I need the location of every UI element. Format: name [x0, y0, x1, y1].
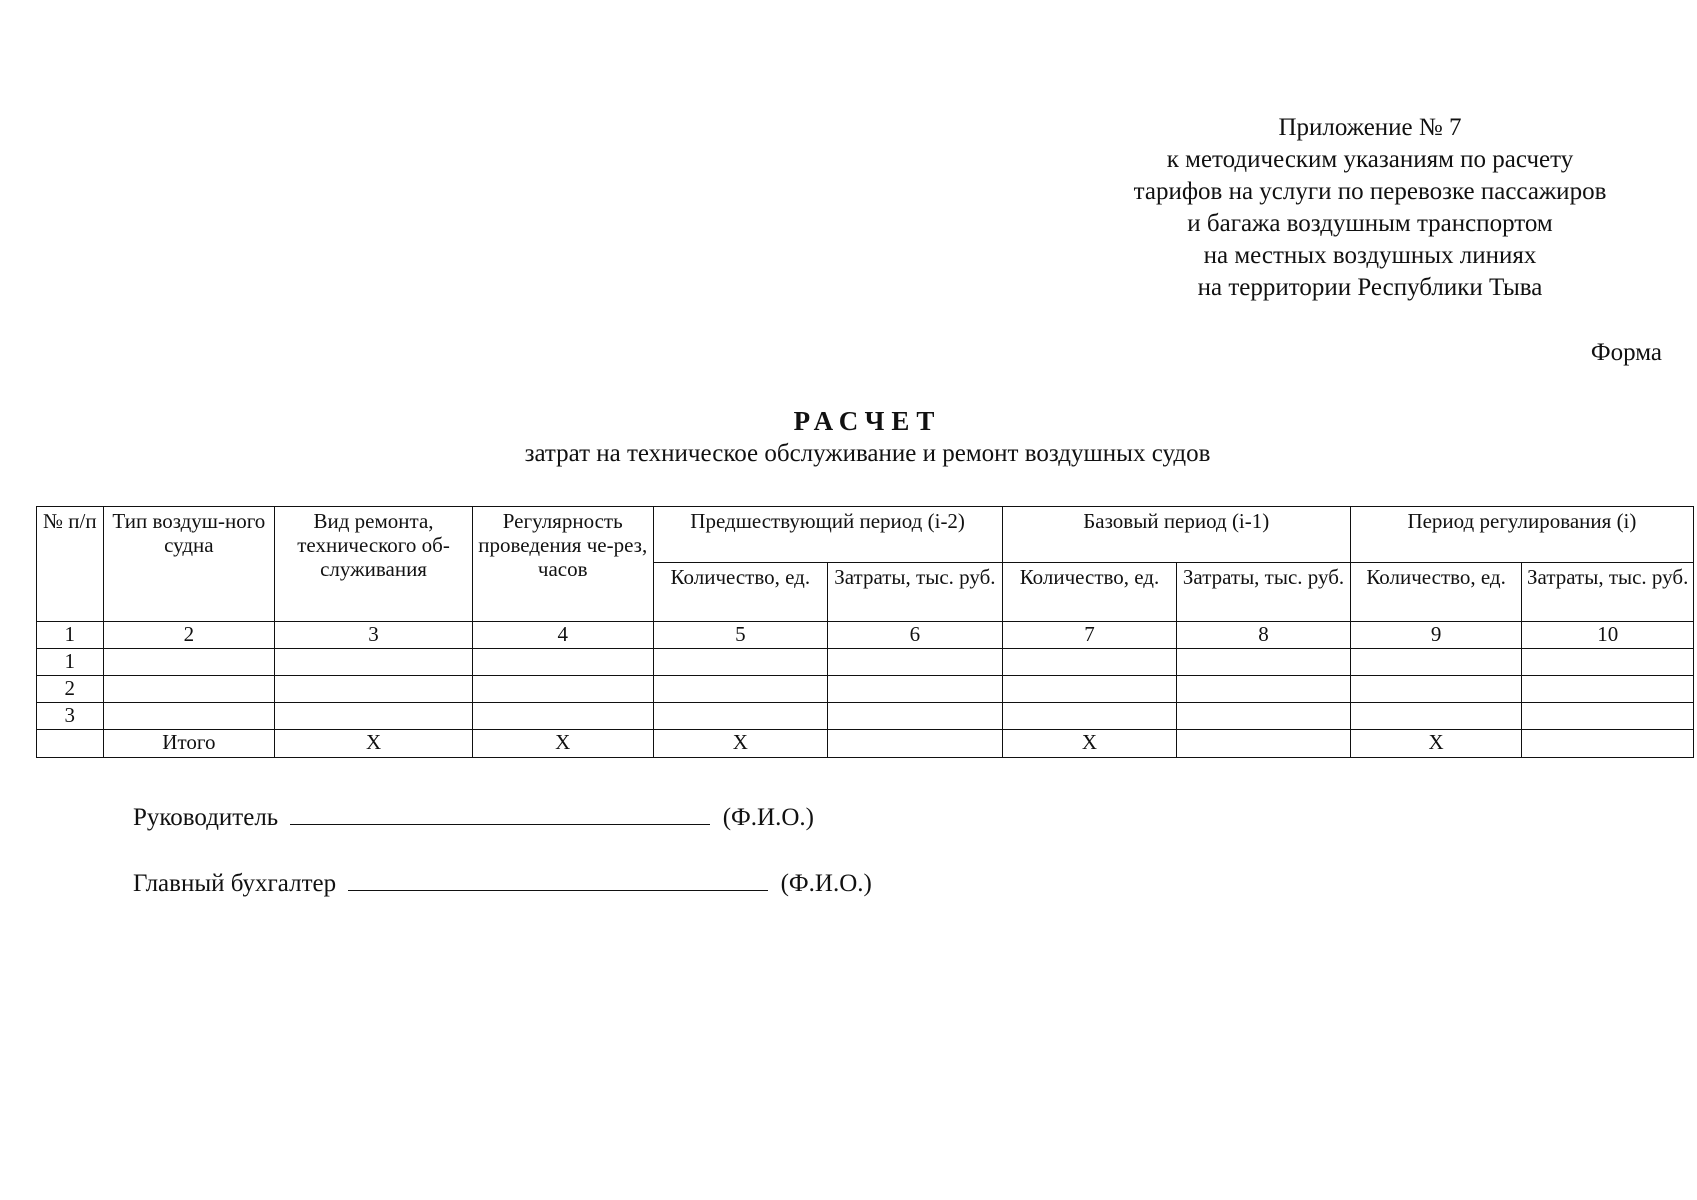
table-cell [653, 676, 828, 703]
table-cell [653, 703, 828, 730]
header-cost: Затраты, тыс. руб. [828, 563, 1003, 622]
table-cell [472, 703, 653, 730]
table-cell [1522, 649, 1694, 676]
header-prev-period: Предшествующий период (i-2) [653, 507, 1002, 563]
header-qty: Количество, ед. [1350, 563, 1522, 622]
header-repair-type: Вид ремонта, технического об-служивания [275, 507, 473, 622]
column-number: 10 [1522, 622, 1694, 649]
header-cost: Затраты, тыс. руб. [1177, 563, 1351, 622]
table-cell [1177, 649, 1351, 676]
appendix-line: к методическим указаниям по расчету [1166, 146, 1574, 173]
document-subtitle: затрат на техническое обслуживание и ремонт воздушных судов [524, 440, 1211, 467]
table-cell [828, 703, 1003, 730]
appendix-block [1100, 112, 1640, 304]
column-number: 6 [828, 622, 1003, 649]
appendix-line: Приложение № 7 [1278, 114, 1462, 141]
column-number: 2 [103, 622, 275, 649]
column-number: 7 [1002, 622, 1177, 649]
document-title: РАСЧЕТ [793, 406, 942, 436]
cost-table [36, 506, 1694, 758]
table-cell: X [1002, 730, 1177, 758]
table-cell [1522, 703, 1694, 730]
table-row [37, 649, 1694, 676]
header-qty: Количество, ед. [1002, 563, 1177, 622]
head-suffix: (Ф.И.О.) [722, 804, 814, 831]
table-cell [1350, 676, 1522, 703]
header-num: № п/п [37, 507, 104, 622]
table-cell [275, 703, 473, 730]
column-number: 5 [653, 622, 828, 649]
row-number: 1 [37, 649, 104, 676]
table-cell [472, 676, 653, 703]
appendix-line: и багажа воздушным транспортом [1187, 210, 1553, 237]
table-cell [828, 676, 1003, 703]
table-cell [103, 649, 275, 676]
form-label: Форма [1590, 339, 1662, 366]
column-number-row [37, 622, 1694, 649]
column-number: 3 [275, 622, 473, 649]
accountant-suffix: (Ф.И.О.) [780, 870, 872, 897]
table-cell [1002, 703, 1177, 730]
accountant-label: Главный бухгалтер [133, 870, 337, 897]
table-cell [37, 730, 104, 758]
appendix-line: тарифов на услуги по перевозке пассажиров [1133, 178, 1607, 205]
table-cell [275, 649, 473, 676]
header-cost: Затраты, тыс. руб. [1522, 563, 1694, 622]
column-number: 8 [1177, 622, 1351, 649]
table-cell [1002, 676, 1177, 703]
table-cell: X [275, 730, 473, 758]
table-cell [828, 649, 1003, 676]
table-cell: X [1350, 730, 1522, 758]
table-cell [1522, 676, 1694, 703]
accountant-signature-field [348, 868, 768, 891]
table-cell [103, 676, 275, 703]
table-cell [1350, 649, 1522, 676]
column-number: 1 [37, 622, 104, 649]
table-cell [1350, 703, 1522, 730]
header-regularity: Регулярность проведения че-рез, часов [472, 507, 653, 622]
row-number: 2 [37, 676, 104, 703]
head-signature-line [133, 802, 814, 834]
head-signature-field [290, 802, 710, 825]
accountant-signature-line [133, 868, 872, 900]
total-row [37, 730, 1694, 758]
table-row [37, 703, 1694, 730]
column-number: 9 [1350, 622, 1522, 649]
row-number: 3 [37, 703, 104, 730]
table-cell [1177, 730, 1351, 758]
table-cell [103, 703, 275, 730]
header-aircraft-type: Тип воздуш-ного судна [103, 507, 275, 622]
table-cell [1522, 730, 1694, 758]
header-qty: Количество, ед. [653, 563, 828, 622]
table-cell [1177, 676, 1351, 703]
appendix-line: на территории Республики Тыва [1197, 274, 1543, 301]
head-label: Руководитель [133, 804, 279, 831]
table-cell [275, 676, 473, 703]
table-cell [828, 730, 1003, 758]
table-cell [472, 649, 653, 676]
appendix-line: на местных воздушных линиях [1203, 242, 1537, 269]
header-base-period: Базовый период (i-1) [1002, 507, 1350, 563]
header-reg-period: Период регулирования (i) [1350, 507, 1693, 563]
table-cell: X [472, 730, 653, 758]
table-cell [1177, 703, 1351, 730]
table-cell [653, 649, 828, 676]
total-label: Итого [103, 730, 275, 758]
table-row [37, 676, 1694, 703]
table-cell [1002, 649, 1177, 676]
table-cell: X [653, 730, 828, 758]
column-number: 4 [472, 622, 653, 649]
